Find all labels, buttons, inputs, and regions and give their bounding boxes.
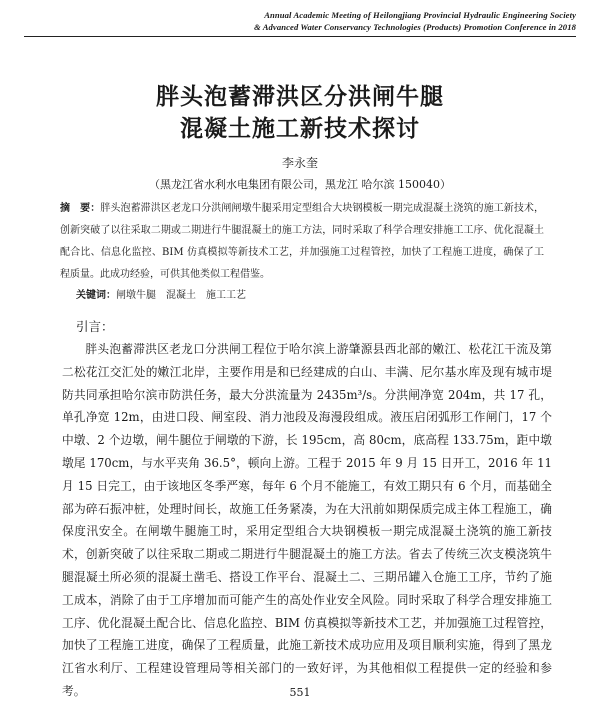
paper-title-line-2: 混凝土施工新技术探讨 — [180, 116, 420, 142]
keywords-label: 关键词： — [76, 290, 116, 301]
introduction-paragraph: 胖头泡蓄滞洪区老龙口分洪闸工程位于哈尔滨上游肇源县西北部的嫩江、松花江干流及第二松花江交汇处的嫩江北岸，主要作用是和已经建成的白山、丰满、尼尔基水库及现有城市堤防共同承担哈尔滨市防洪任务，最大分洪流量为 2435m³/s。分洪闸净宽 204m，共 17 孔，单孔净宽 12m，由进口段、闸室段、消力池段及海漫段组成。液压启闭弧形工作闸门，17 个中墩、2 个边墩，闸牛腿位于闸墩的下游，长 195cm，高 80cm，底高程 133.75m，距中墩墩尾 170cm，与水平夹角 36.5°，顿向上游。工程于 2015 年 9 月 15 日开工，2016 年 11 月 15 日完工，由于该地区冬季严寒，每年 6 个月不能施工，有效工期只有 6 个月，而基础全部为碎石振冲桩，处理时间长，故施工任务紧凑，为在大汛前如期保质完成主体工程施工，确保度汛安全。在闸墩牛腿施工时，采用定型组合大块钢模板一期完成混凝土浇筑的施工新技术，创新突破了以往采取二期或二期进行牛腿混凝土的施工方法。省去了传统三次支模浇筑牛腿混凝土所必须的混凝土凿毛、搭设工作平台、混凝土二、三期吊罐入仓施工工序，节约了施工成本，消除了由于工序增加而可能产生的高处作业安全风险。同时采取了科学合理安排施工工序、优化混凝土配合比、信息化监控、BIM 仿真模拟等新技术工艺，并加强施工过程管控，加快了工程施工进度，确保了工程质量，此施工新技术成功应用及项目顺利实施，得到了黑龙江省水利厅、工程建设管理局等相关部门的一致好评，为其他相似工程提供一定的经验和参考。 — [62, 342, 552, 698]
author-affiliation: （黑龙江省水利水电集团有限公司，黑龙江 哈尔滨 150040） — [149, 178, 451, 191]
abstract-label: 摘 要： — [60, 203, 101, 214]
section-title-introduction: 引言： — [76, 319, 114, 334]
page-number: 551 — [289, 686, 311, 699]
abstract-text: 胖头泡蓄滞洪区老龙口分洪闸闸墩牛腿采用定型组合大块钢模板一期完成混凝土浇筑的施工新技术，创新突破了以往采取二期或二期进行牛腿混凝土的施工方法，同时采取了科学合理安排施工工序、优化混凝土配合比、信息化监控、BIM 仿真模拟等新技术工艺，并加强施工过程管控，加快了工程施工进度，确保了工程质量。此成功经验，可供其他类似工程借鉴。 — [60, 203, 545, 280]
author-name: 李永奎 — [281, 156, 318, 170]
keywords-text: 闸墩牛腿 混凝土 施工工艺 — [116, 290, 246, 301]
keywords — [76, 286, 246, 301]
conference-header-line-1: Annual Academic Meeting of Heilongjiang Provincial Hydraulic Engineering Society — [264, 10, 576, 20]
abstract — [60, 198, 544, 286]
paper-title-line-1: 胖头泡蓄滞洪区分洪闸牛腿 — [156, 84, 444, 110]
header-rule — [24, 36, 576, 37]
conference-header-line-2: & Advanced Water Conservancy Technologies (Products) Promotion Conference in 2018 — [253, 22, 576, 32]
